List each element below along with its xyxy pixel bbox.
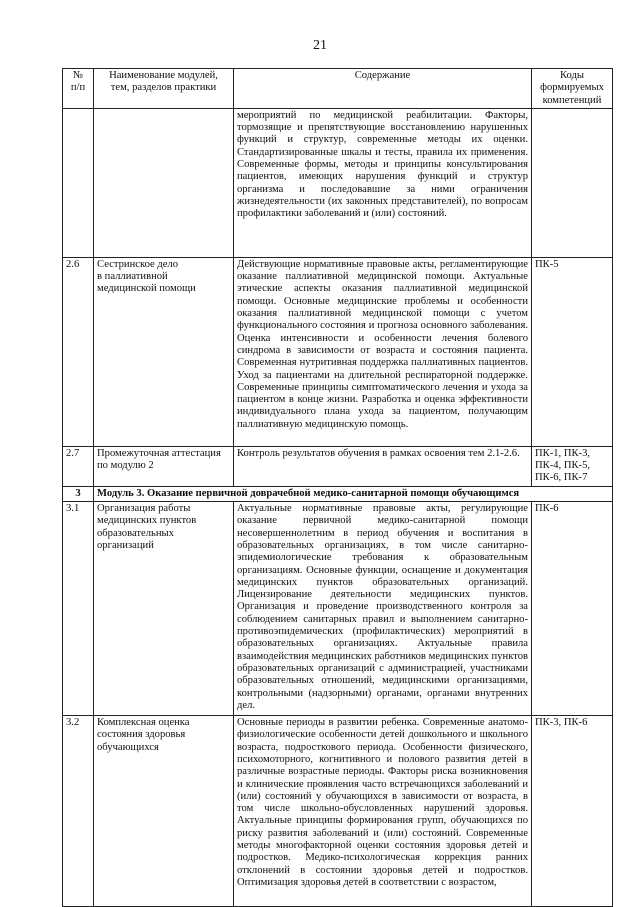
header-name-text: Наименование модулей, тем, разделов практики [109, 70, 218, 94]
table-header-row [63, 69, 613, 109]
table-row [63, 446, 613, 486]
row-number [63, 108, 94, 257]
row-content: Действующие нормативные правовые акты, регламентирующие оказание паллиативной медицинской помощи. Актуальные этические аспекты оказания паллиативной медицинской помощи. Основные медицинские проблемы и особенности оказания паллиативной медицинской помощи с учетом функционального состояния и прогноза основного заболевания. Оценка интенсивности и особенности лечения болевого синдрома в зависимости от возраста и состояния пациента. Современная нутритивная поддержка паллиативных пациентов. Уход за пациентами на длительной респираторной поддержке. Современные принципы симптоматического лечения и ухода за пациентом в конце жизни. Разработка и оценка эффективности индивидуального плана ухода за пациентом, получающим паллиативную медицинскую помощь. [234, 257, 532, 446]
page-number: 21 [313, 38, 327, 53]
row-content: мероприятий по медицинской реабилитации. Факторы, тормозящие и препятствующие восстановлению нарушенных функций и структур, современные методы их оценки. Стандартизированные шкалы и тесты, правила их применения. Современные формы, методы и принципы консультирования пациентов, имеющих нарушения функций и структур организма и последовавшие за ними ограничения жизнедеятельности (их законных представителей), по вопросам профилактики заболеваний и (или) состояний. [234, 108, 532, 257]
header-content-text: Содержание [354, 70, 411, 81]
row-number: 2.7 [63, 446, 94, 486]
header-number-text: № п/п [70, 70, 86, 94]
row-title: Организация работы медицинских пунктов образовательных организаций [94, 502, 234, 716]
row-content: Актуальные нормативные правовые акты, регулирующие оказание первичной медико-санитарной помощи несовершеннолетним в период обучения и воспитания в образовательных организациях, в том числе санитарно-эпидемиологические требования к образовательным организациям. Основные функции, оснащение и документация медицинских пунктов образовательных организаций. Лицензирование деятельности медицинских пунктов. Организация и проведение производственного контроля за соблюдением санитарных правил и выполнением санитарно-противоэпидемических (профилактических) мероприятий в образовательных организациях. Актуальные правила взаимодействия медицинских работников медицинских пунктов образовательных организаций с администрацией, участниками образовательных отношений, медицинскими организациями, контрольными (надзорными) органами, органами внутренних дел. [234, 502, 532, 716]
row-title: Комплексная оценка состояния здоровья обучающихся [94, 716, 234, 907]
row-codes: ПК-5 [532, 257, 613, 446]
header-name [94, 69, 234, 109]
table-row [63, 716, 613, 907]
row-codes [532, 108, 613, 257]
row-title: Промежуточная аттестация по модулю 2 [94, 446, 234, 486]
header-codes-text: Коды формируемых компетенций [540, 70, 604, 106]
table-row [63, 257, 613, 446]
row-codes: ПК-3, ПК-6 [532, 716, 613, 907]
table-row [63, 108, 613, 257]
row-title [94, 108, 234, 257]
curriculum-table [62, 68, 613, 907]
module-number: 3 [63, 486, 94, 501]
row-number: 3.1 [63, 502, 94, 716]
module-header-row [63, 486, 613, 501]
header-codes [532, 69, 613, 109]
row-content: Основные периоды в развитии ребенка. Современные анатомо-физиологические особенности детей дошкольного и школьного возраста, подросткового периода. Особенности физического, психомоторного, когнитивного и полового развития детей в различные возрастные периоды. Факторы риска возникновения и клинические проявления часто встречающихся заболеваний и (или) состояний у обучающихся в зависимости от возраста, в том числе школьно-обусловленных нарушений здоровья. Актуальные принципы формирования групп, обучающихся по риску развития заболеваний и (или) состояний. Современные методы многофакторной оценки состояния здоровья детей и подростков. Медико-психологическая коррекция ранних отклонений в состоянии здоровья детей и подростков. Оптимизация здоровья детей в соответствии с возрастом, [234, 716, 532, 907]
row-content: Контроль результатов обучения в рамках освоения тем 2.1-2.6. [234, 446, 532, 486]
table-row [63, 502, 613, 716]
row-title: Сестринское дело в паллиативной медицинской помощи [94, 257, 234, 446]
row-codes: ПК-6 [532, 502, 613, 716]
row-number: 3.2 [63, 716, 94, 907]
header-number [63, 69, 94, 109]
header-content [234, 69, 532, 109]
row-number: 2.6 [63, 257, 94, 446]
row-codes: ПК-1, ПК-3, ПК-4, ПК-5, ПК-6, ПК-7 [532, 446, 613, 486]
module-title: Модуль 3. Оказание первичной доврачебной медико-санитарной помощи обучающимся [94, 486, 613, 501]
